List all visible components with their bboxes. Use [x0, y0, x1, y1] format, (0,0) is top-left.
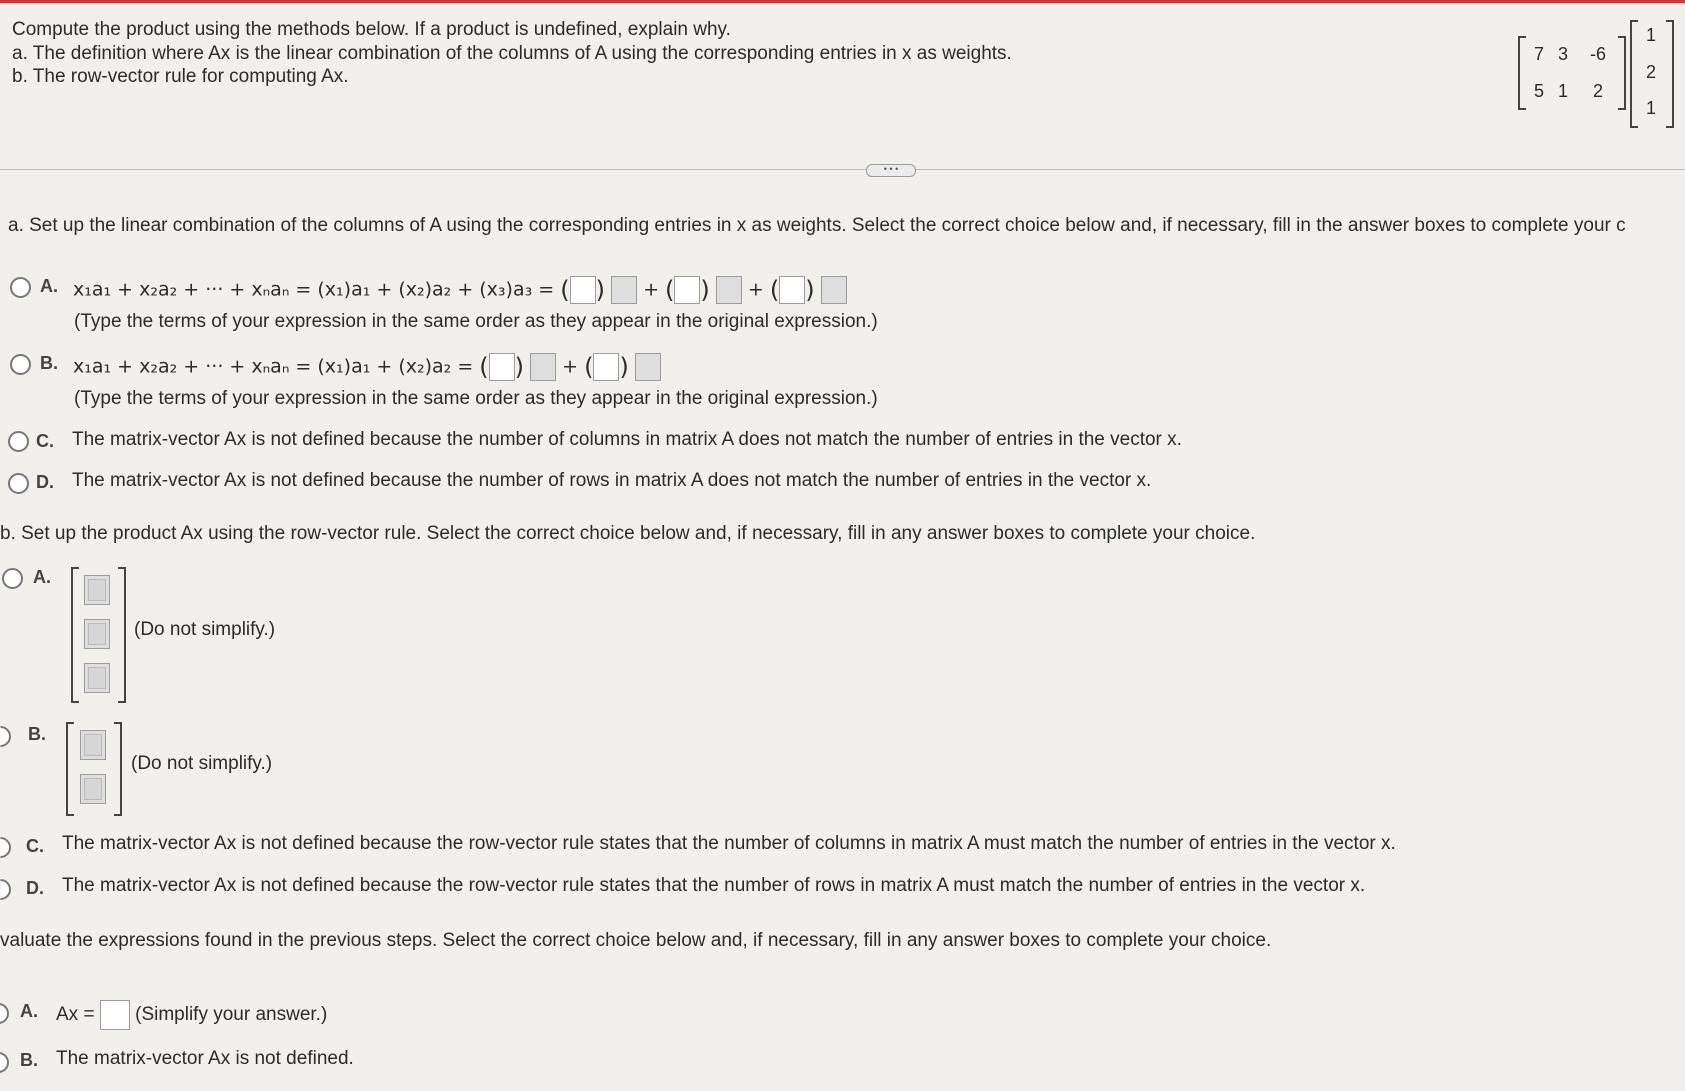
part-b-option-a-radio[interactable] — [2, 568, 23, 589]
part-a-option-b-note: (Type the terms of your expression in the same order as they appear in the original expression.) — [74, 388, 878, 409]
matrix-a-right-bracket — [1618, 36, 1626, 110]
answer-box[interactable] — [80, 730, 106, 760]
answer-box[interactable] — [779, 276, 805, 304]
part-c-option-a-note: (Simplify your answer.) — [135, 1004, 328, 1026]
part-c-option-b-radio[interactable] — [0, 1052, 9, 1073]
answer-box[interactable] — [100, 1000, 130, 1030]
part-a-option-a-note: (Type the terms of your expression in the same order as they appear in the original expression.) — [74, 311, 878, 332]
question-part-b: b. The row-vector rule for computing Ax. — [12, 66, 349, 87]
matrix-a-entry: -6 — [1589, 44, 1606, 64]
matrix-a-entry: 2 — [1592, 81, 1603, 101]
divider — [0, 169, 1685, 170]
option-letter: D. — [26, 878, 44, 898]
part-a-option-b-radio[interactable] — [10, 354, 31, 375]
option-letter: B. — [20, 1050, 38, 1070]
matrix-a-entry: 1 — [1557, 81, 1568, 101]
question-text: Compute the product using the methods below. If a product is undefined, explain why. — [12, 19, 731, 40]
part-a-option-c-radio[interactable] — [8, 431, 29, 452]
vector-x-entry: 1 — [1645, 98, 1656, 118]
vector-right-bracket — [118, 567, 126, 703]
part-a-option-d-radio[interactable] — [8, 473, 29, 494]
part-b-option-d-radio[interactable] — [0, 879, 11, 900]
part-a-prompt: a. Set up the linear combination of the columns of A using the corresponding entries in x as weights. Select the correct choice below and, if necessary, fill in the answer boxes to complete your c — [8, 215, 1626, 236]
matrix-a-entry: 3 — [1557, 44, 1568, 64]
option-letter: A. — [40, 276, 58, 296]
part-b-option-d-text: The matrix-vector Ax is not defined because the row-vector rule states that the number of rows in matrix A must match the number of entries in the vector x. — [62, 875, 1366, 896]
part-a-option-c-text: The matrix-vector Ax is not defined because the number of columns in matrix A does not match the number of entries in the vector x. — [72, 429, 1182, 450]
answer-box[interactable] — [611, 276, 637, 304]
part-b-option-a-note: (Do not simplify.) — [134, 619, 276, 640]
answer-box[interactable] — [716, 276, 742, 304]
answer-box[interactable] — [530, 353, 556, 381]
part-c-option-a-radio[interactable] — [0, 1003, 9, 1024]
expression-lhs: x₁a₁ + x₂a₂ + ··· + xₙaₙ = (x₁)a₁ + (x₂)a₂ + (x₃)a₃ = — [73, 278, 555, 301]
option-letter: A. — [20, 1001, 38, 1021]
answer-box[interactable] — [84, 663, 110, 693]
part-c-option-a-expression — [56, 1000, 327, 1030]
matrix-a-left-bracket — [1518, 36, 1526, 110]
top-accent-bar — [0, 0, 1685, 3]
part-c-option-b-text: The matrix-vector Ax is not defined. — [56, 1048, 354, 1069]
answer-box[interactable] — [635, 353, 661, 381]
option-letter: C. — [26, 836, 44, 856]
part-a-option-a-radio[interactable] — [10, 277, 31, 298]
answer-box[interactable] — [821, 276, 847, 304]
answer-box[interactable] — [593, 353, 619, 381]
answer-box[interactable] — [80, 774, 106, 804]
vector-right-bracket — [114, 722, 122, 816]
part-b-option-b-note: (Do not simplify.) — [131, 753, 273, 774]
question-part-a: a. The definition where Ax is the linear combination of the columns of A using the corresponding entries in x as weights. — [12, 43, 1012, 64]
answer-box[interactable] — [489, 353, 515, 381]
answer-box[interactable] — [674, 276, 700, 304]
expression-lhs: x₁a₁ + x₂a₂ + ··· + xₙaₙ = (x₁)a₁ + (x₂)a₂ = — [73, 355, 474, 378]
matrix-a-entry: 5 — [1533, 81, 1544, 101]
part-a-option-d-text: The matrix-vector Ax is not defined because the number of rows in matrix A does not match the number of entries in the vector x. — [72, 470, 1152, 491]
part-c-prompt: valuate the expressions found in the previous steps. Select the correct choice below and, if necessary, fill in any answer boxes to complete your choice. — [0, 930, 1272, 951]
option-letter: B. — [28, 724, 46, 744]
part-a-option-a-expression: x₁a₁ + x₂a₂ + ··· + xₙaₙ = (x₁)a₁ + (x₂)a₂ + (x₃)a₃ = ( ) + ( ) + ( ) — [73, 276, 847, 304]
expression-lhs: Ax = — [56, 1004, 95, 1026]
matrix-a-entry: 7 — [1533, 44, 1544, 64]
expand-button[interactable]: • • • — [866, 164, 916, 177]
answer-box[interactable] — [84, 619, 110, 649]
vector-left-bracket — [66, 722, 74, 816]
vector-x-right-bracket — [1666, 20, 1674, 128]
part-b-prompt: b. Set up the product Ax using the row-vector rule. Select the correct choice below and, if necessary, fill in any answer boxes to complete your choice. — [0, 523, 1256, 544]
answer-box[interactable] — [84, 575, 110, 605]
part-b-option-b-radio[interactable] — [0, 726, 11, 747]
option-letter: D. — [36, 472, 54, 492]
answer-box[interactable] — [570, 276, 596, 304]
option-letter: C. — [36, 431, 54, 451]
vector-x-entry: 2 — [1645, 62, 1656, 82]
option-letter: B. — [40, 353, 58, 373]
part-b-option-c-text: The matrix-vector Ax is not defined because the row-vector rule states that the number of columns in matrix A must match the number of entries in the vector x. — [62, 833, 1396, 854]
vector-left-bracket — [71, 567, 79, 703]
part-b-option-c-radio[interactable] — [0, 837, 11, 858]
vector-x-left-bracket — [1630, 20, 1638, 128]
option-letter: A. — [33, 567, 51, 587]
part-a-option-b-expression: x₁a₁ + x₂a₂ + ··· + xₙaₙ = (x₁)a₁ + (x₂)a₂ = ( ) + ( ) — [73, 353, 661, 381]
vector-x-entry: 1 — [1645, 25, 1656, 45]
